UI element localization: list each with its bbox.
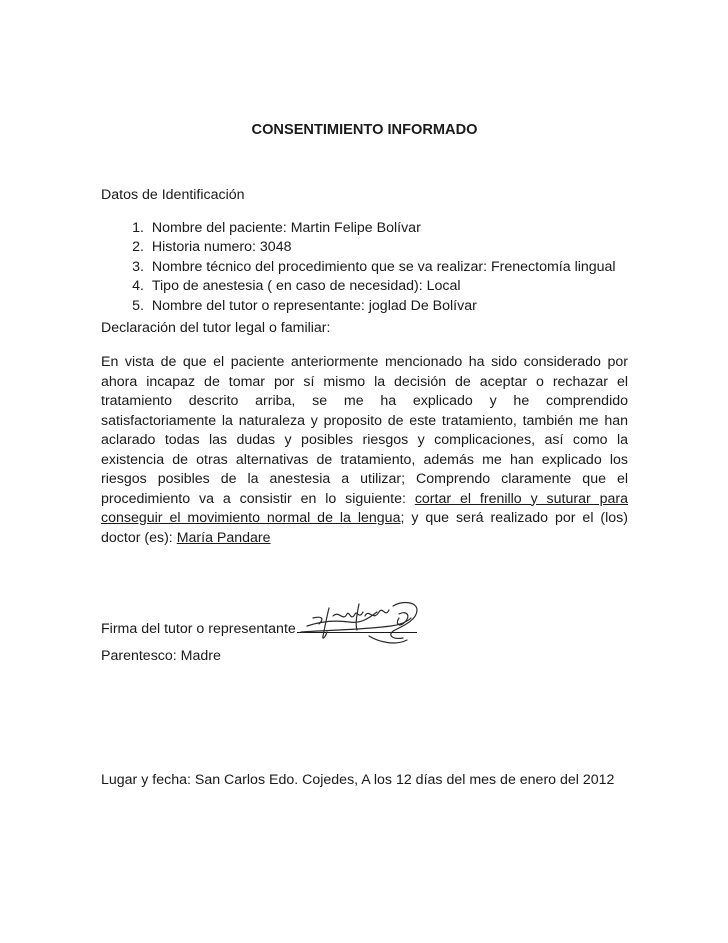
list-item xyxy=(101,219,616,238)
procedure-description-continued: conseguir el movimiento normal de la lengua xyxy=(101,510,401,526)
identification-list xyxy=(101,219,616,316)
procedure-intro: procedimiento va a consistir en lo siguiente: xyxy=(101,490,415,507)
handwritten-signature xyxy=(299,596,424,648)
paragraph-line: riesgos posibles de la anestesia a utilizar; Comprendo claramente que el xyxy=(101,471,628,487)
list-item-number: 3. xyxy=(132,258,144,275)
list-item xyxy=(101,277,616,296)
doctor-name: María Pandare xyxy=(176,529,271,546)
paragraph-line: En vista de que el paciente anteriormente mencionado ha sido considerado por xyxy=(101,354,628,370)
list-item-text: Nombre técnico del procedimiento que se va realizar: Frenectomía lingual xyxy=(151,258,616,275)
list-item-number: 4. xyxy=(132,278,144,295)
declaration-heading: Declaración del tutor legal o familiar: xyxy=(101,320,331,336)
paragraph-line xyxy=(101,529,628,549)
list-item-text: Nombre del tutor o representante: joglad De Bolívar xyxy=(151,297,477,314)
list-item-number: 1. xyxy=(132,220,144,236)
document-title: CONSENTIMIENTO INFORMADO xyxy=(251,122,478,138)
relationship-line: Parentesco: Madre xyxy=(101,648,221,664)
list-item-text: Historia numero: 3048 xyxy=(151,239,292,256)
paragraph-line: existencia de otras alternativas de tratamiento, además me han explicado los xyxy=(101,451,628,468)
identification-heading: Datos de Identificación xyxy=(101,187,245,203)
paragraph-line: tratamiento descrito arriba, se me ha explicado y he comprendido xyxy=(101,393,628,409)
paragraph-line: aclarado todas las dudas y posibles riesgos y complicaciones, así como la xyxy=(101,432,628,448)
list-item-text: Tipo de anestesia ( en caso de necesidad): Local xyxy=(151,278,461,295)
paragraph-line: ahora incapaz de tomar por sí mismo la decisión de aceptar o rechazar el xyxy=(101,373,628,390)
place-and-date: Lugar y fecha: San Carlos Edo. Cojedes, A los 12 días del mes de enero del 2012 xyxy=(101,772,615,788)
paragraph-line xyxy=(101,509,628,529)
list-item xyxy=(101,258,616,277)
performed-by-text: ; y que será realizado por el (los) xyxy=(400,510,628,526)
signature-label: Firma del tutor o representante xyxy=(101,621,296,637)
paragraph-line: satisfactoriamente la naturaleza y proposito de este tratamiento, también me han xyxy=(101,412,628,429)
paragraph-line xyxy=(101,490,628,510)
list-item xyxy=(101,238,616,257)
procedure-description: cortar el frenillo y suturar para xyxy=(414,490,628,507)
doctor-label: doctor (es): xyxy=(101,529,177,546)
declaration-paragraph xyxy=(101,353,628,548)
list-item xyxy=(101,297,616,316)
list-item-number: 5. xyxy=(132,297,144,314)
list-item-text: Nombre del paciente: Martin Felipe Bolívar xyxy=(151,220,421,236)
list-item-number: 2. xyxy=(132,239,144,256)
